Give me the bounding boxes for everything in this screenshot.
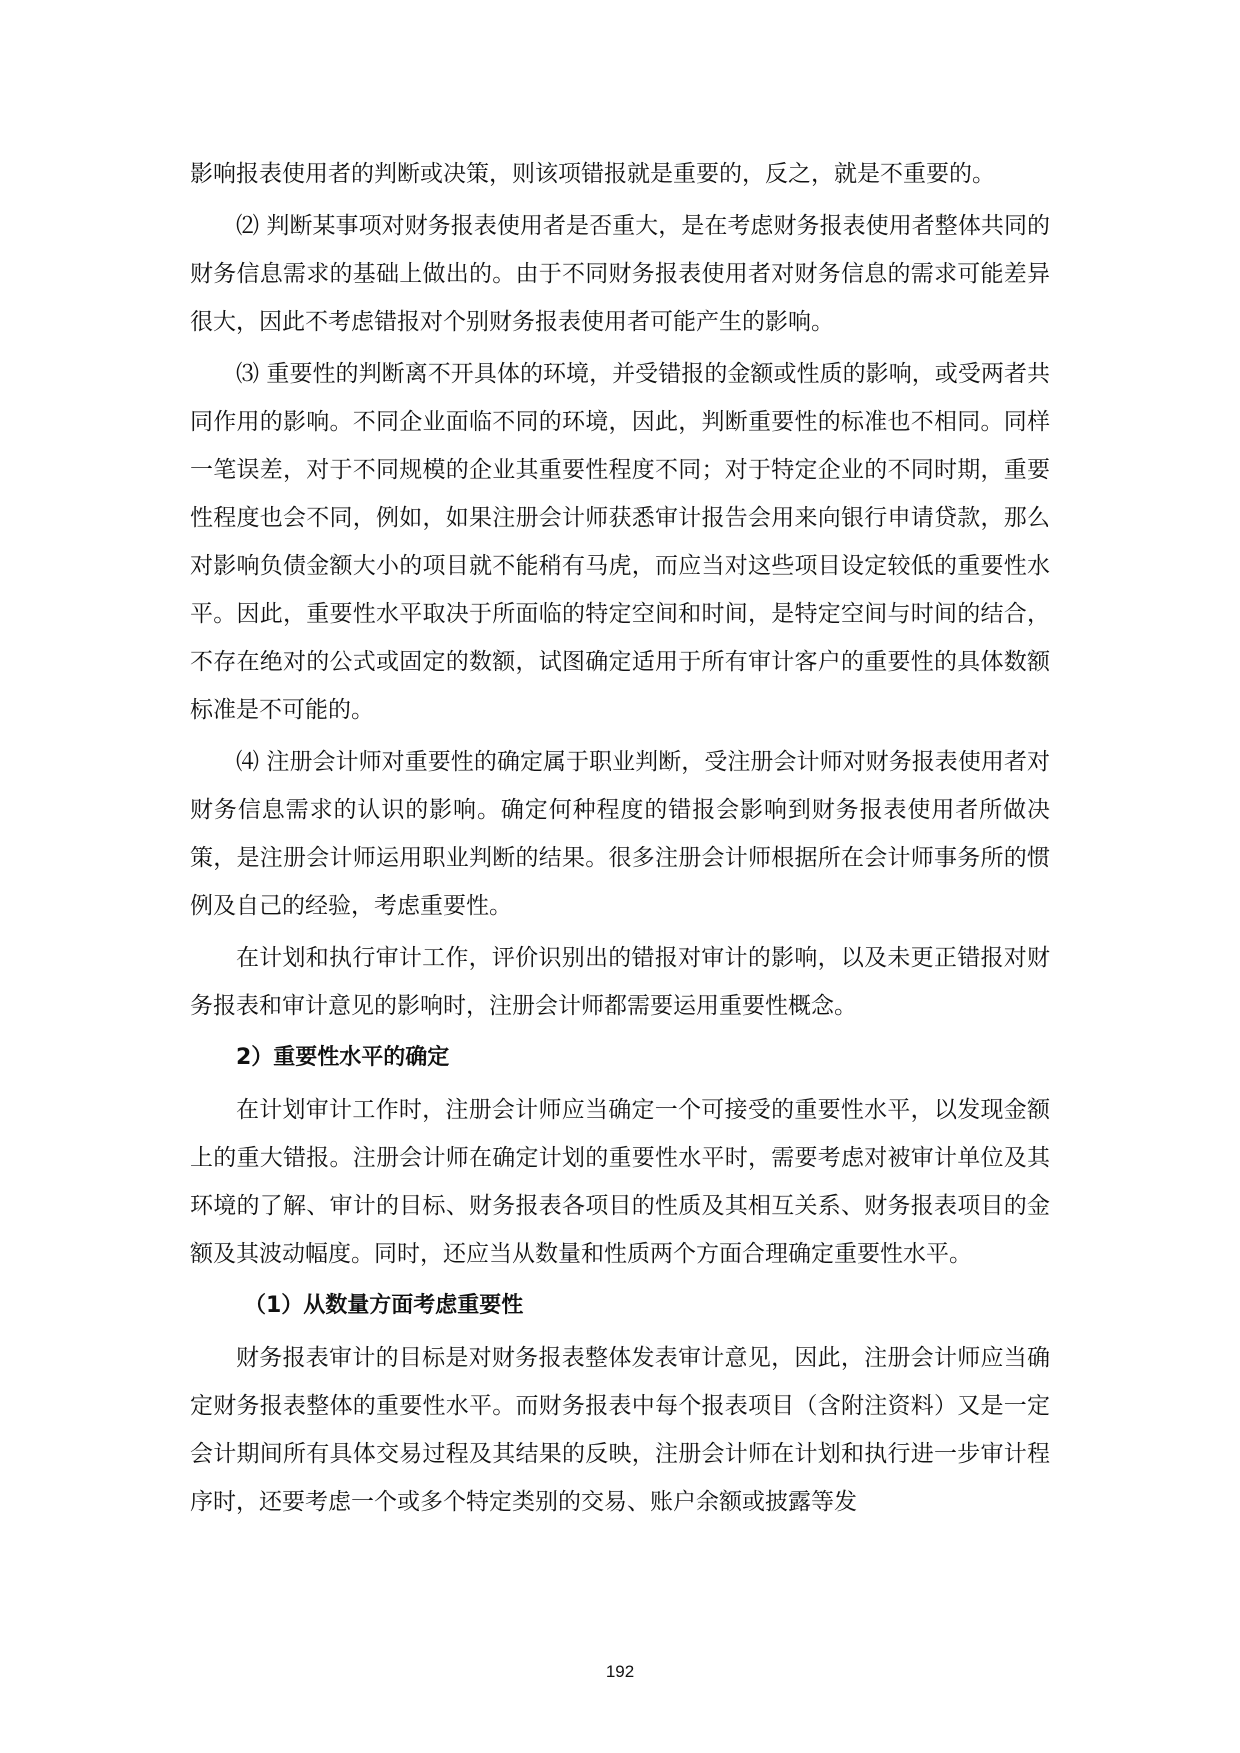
paragraph-continuation: 影响报表使用者的判断或决策，则该项错报就是重要的，反之，就是不重要的。 [190, 161, 995, 187]
paragraph-materiality-determination: 在计划审计工作时，注册会计师应当确定一个可接受的重要性水平，以发现金额上的重大错报。注册会计师在确定计划的重要性水平时，需要考虑对被审计单位及其环境的了解、审计的目标、财务报表各项目的性质及其相互关系、财务报表项目的金额及其波动幅度。同时，还应当从数量和性质两个方面合理确定重要性水平。 [190, 1097, 1050, 1267]
section-heading-materiality-level: 2）重要性水平的确定 [236, 1045, 450, 1070]
paragraph-item-4: ⑷ 注册会计师对重要性的确定属于职业判断，受注册会计师对财务报表使用者对财务信息需求的认识的影响。确定何种程度的错报会影响到财务报表使用者所做决策，是注册会计师运用职业判断的结果。很多注册会计师根据所在会计师事务所的惯例及自己的经验，考虑重要性。 [190, 749, 1050, 919]
page-body [190, 150, 1050, 1530]
paragraph-materiality-concept: 在计划和执行审计工作，评价识别出的错报对审计的影响，以及未更正错报对财务报表和审计意见的影响时，注册会计师都需要运用重要性概念。 [190, 945, 1050, 1019]
paragraph-item-3: ⑶ 重要性的判断离不开具体的环境，并受错报的金额或性质的影响，或受两者共同作用的影响。不同企业面临不同的环境，因此，判断重要性的标准也不相同。同样一笔误差，对于不同规模的企业其重要性程度不同；对于特定企业的不同时期，重要性程度也会不同，例如，如果注册会计师获悉审计报告会用来向银行申请贷款，那么对影响负债金额大小的项目就不能稍有马虎，而应当对这些项目设定较低的重要性水平。因此，重要性水平取决于所面临的特定空间和时间，是特定空间与时间的结合，不存在绝对的公式或固定的数额，试图确定适用于所有审计客户的重要性的具体数额标准是不可能的。 [190, 361, 1050, 723]
subsection-heading-quantity: （1）从数量方面考虑重要性 [244, 1293, 524, 1318]
page-number: 192 [605, 1662, 635, 1681]
paragraph-financial-statement-audit: 财务报表审计的目标是对财务报表整体发表审计意见，因此，注册会计师应当确定财务报表整体的重要性水平。而财务报表中每个报表项目（含附注资料）又是一定会计期间所有具体交易过程及其结果的反映，注册会计师在计划和执行进一步审计程序时，还要考虑一个或多个特定类别的交易、账户余额或披露等发 [190, 1345, 1050, 1515]
paragraph-item-2: ⑵ 判断某事项对财务报表使用者是否重大，是在考虑财务报表使用者整体共同的财务信息需求的基础上做出的。由于不同财务报表使用者对财务信息的需求可能差异很大，因此不考虑错报对个别财务报表使用者可能产生的影响。 [190, 213, 1050, 335]
